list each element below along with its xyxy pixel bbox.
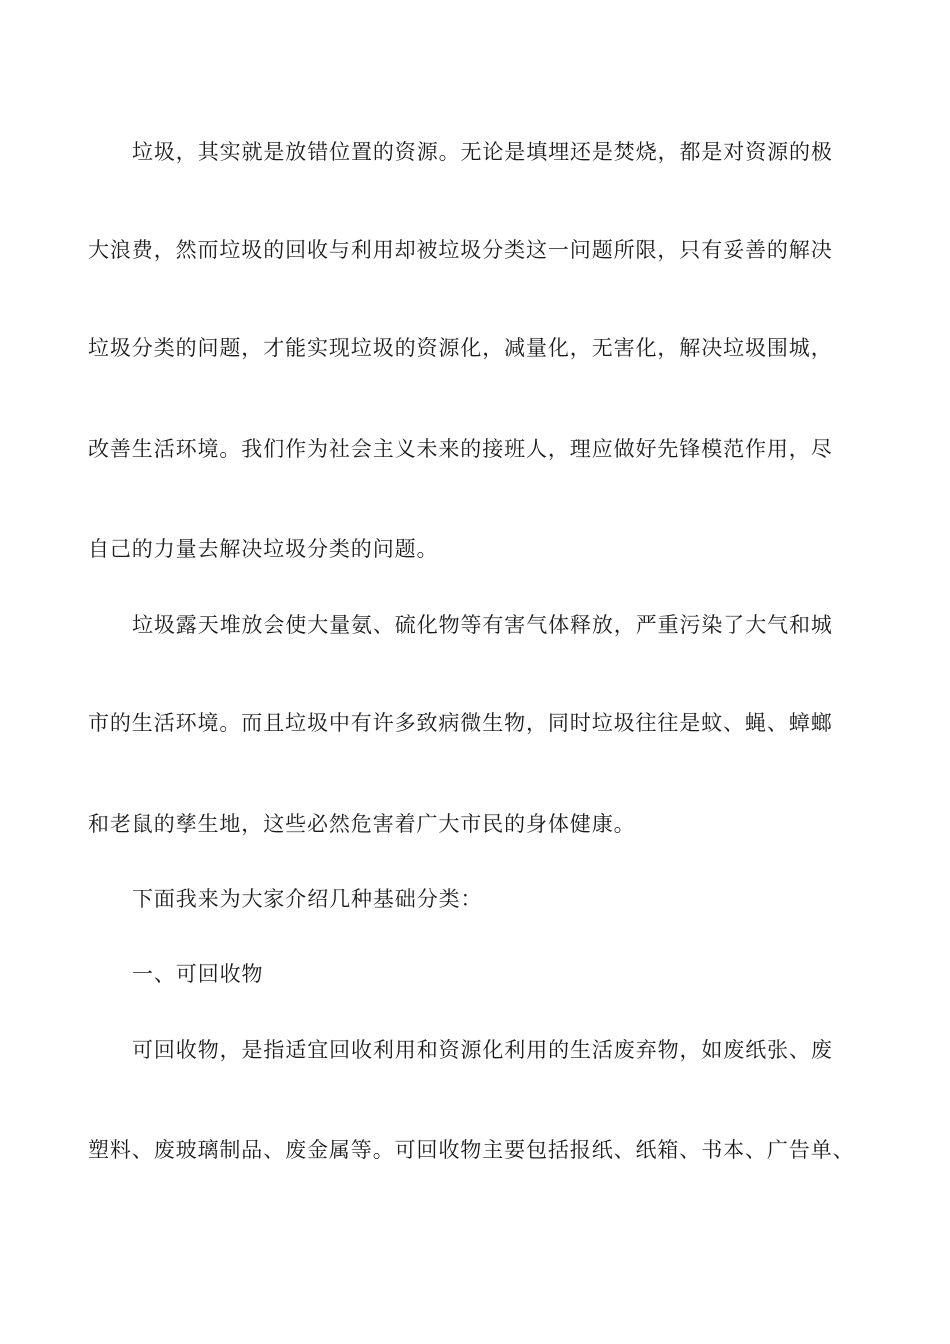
paragraph-1-line-3: 垃圾分类的问题，才能实现垃圾的资源化，减量化，无害化，解决垃圾围城， xyxy=(88,336,833,360)
paragraph-1-line-1: 垃圾，其实就是放错位置的资源。无论是填埋还是焚烧，都是对资源的极 xyxy=(132,140,833,164)
paragraph-2-line-1: 垃圾露天堆放会使大量氨、硫化物等有害气体释放，严重污染了大气和城 xyxy=(132,613,833,637)
paragraph-4-line-1: 可回收物，是指适宜回收利用和资源化利用的生活废弃物，如废纸张、废 xyxy=(132,1038,833,1062)
paragraph-1-line-2: 大浪费，然而垃圾的回收与利用却被垃圾分类这一问题所限，只有妥善的解决 xyxy=(88,238,833,262)
paragraph-2-line-3: 和老鼠的孳生地，这些必然危害着广大市民的身体健康。 xyxy=(88,812,636,836)
paragraph-3-line-1: 下面我来为大家介绍几种基础分类： xyxy=(132,887,483,911)
paragraph-2-line-2: 市的生活环境。而且垃圾中有许多致病微生物，同时垃圾往往是蚊、蝇、蟑螂 xyxy=(88,711,833,735)
section-heading-recyclables: 一、可回收物 xyxy=(132,962,264,986)
paragraph-1-line-4: 改善生活环境。我们作为社会主义未来的接班人，理应做好先锋模范作用，尽 xyxy=(88,437,833,461)
paragraph-4-line-2: 塑料、废玻璃制品、废金属等。可回收物主要包括报纸、纸箱、书本、广告单、 xyxy=(88,1138,855,1162)
paragraph-1-line-5: 自己的力量去解决垃圾分类的问题。 xyxy=(88,537,439,561)
